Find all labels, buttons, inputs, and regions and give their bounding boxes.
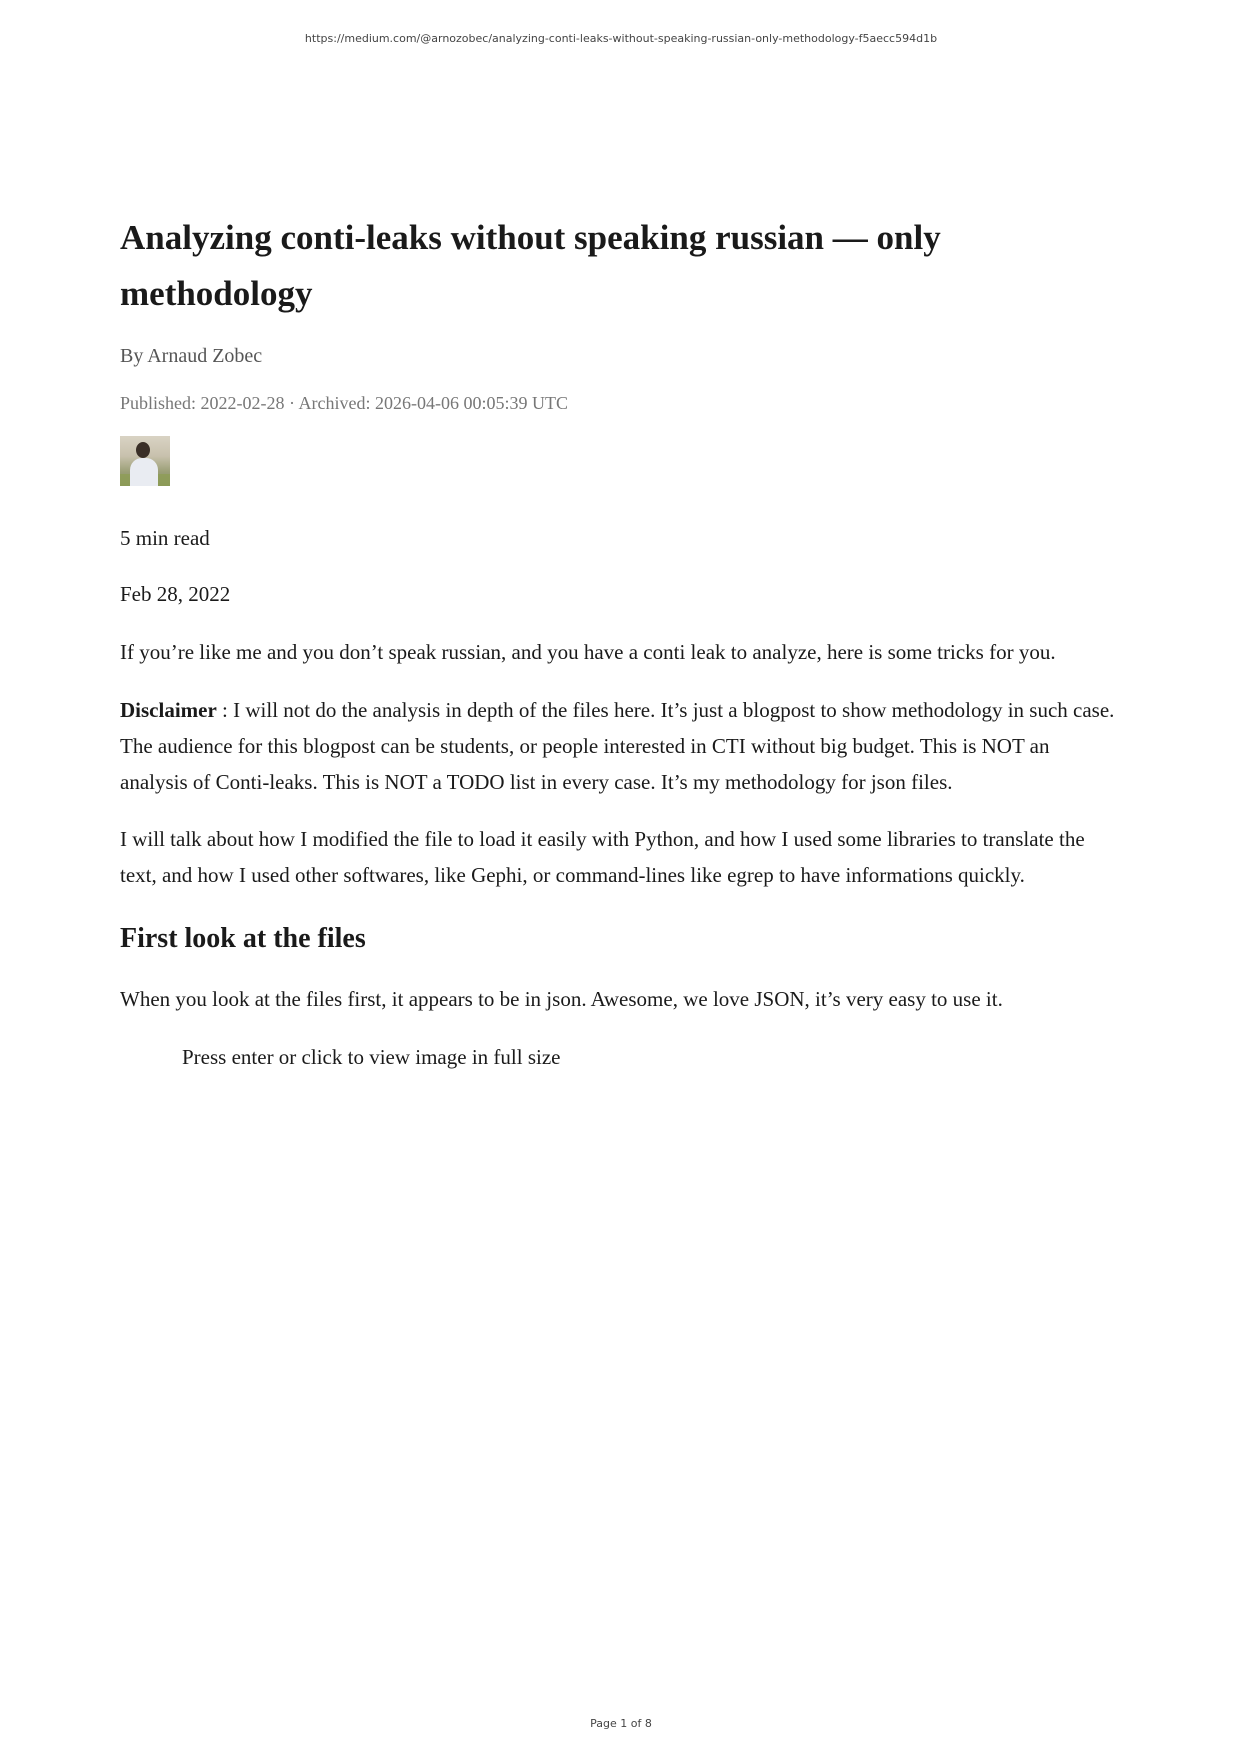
publish-archive-meta: Published: 2022-02-28 · Archived: 2026-04-06 00:05:39 UTC [120, 393, 568, 413]
disclaimer-text: : I will not do the analysis in depth of the files here. It’s just a blogpost to show methodology in such case. The audience for this blogpost can be students, or people interested in CTI without big budget. This is NOT an analysis of Conti-leaks. This is NOT a TODO list in every case. It’s my methodology for json files. [120, 698, 1115, 794]
page-url-header: https://medium.com/@arnozobec/analyzing-conti-leaks-without-speaking-russian-only-methodology-f5aecc594d1b [304, 32, 938, 45]
read-time: 5 min read [120, 526, 210, 550]
avatar-figure-head [136, 442, 150, 458]
tools-paragraph: I will talk about how I modified the file to load it easily with Python, and how I used some libraries to translate the text, and how I used other softwares, like Gephi, or command-lines like egrep to have informations quickly. [120, 827, 1085, 887]
author-avatar [120, 436, 170, 486]
image-caption-link[interactable]: Press enter or click to view image in full size [182, 1045, 561, 1069]
disclaimer-paragraph [120, 692, 1120, 800]
article-title: Analyzing conti-leaks without speaking russian — only methodology [120, 218, 941, 313]
disclaimer-label: Disclaimer [120, 698, 217, 722]
article-date: Feb 28, 2022 [120, 582, 231, 606]
section-heading: First look at the files [120, 923, 366, 954]
page-number-footer: Page 1 of 8 [590, 1717, 652, 1730]
intro-paragraph: If you’re like me and you don’t speak russian, and you have a conti leak to analyze, here is some tricks for you. [120, 640, 1056, 664]
author-byline: By Arnaud Zobec [120, 345, 263, 367]
avatar-figure-body [130, 458, 158, 486]
json-paragraph: When you look at the files first, it appears to be in json. Awesome, we love JSON, it’s very easy to use it. [120, 987, 1003, 1011]
article-content [120, 210, 1120, 1075]
